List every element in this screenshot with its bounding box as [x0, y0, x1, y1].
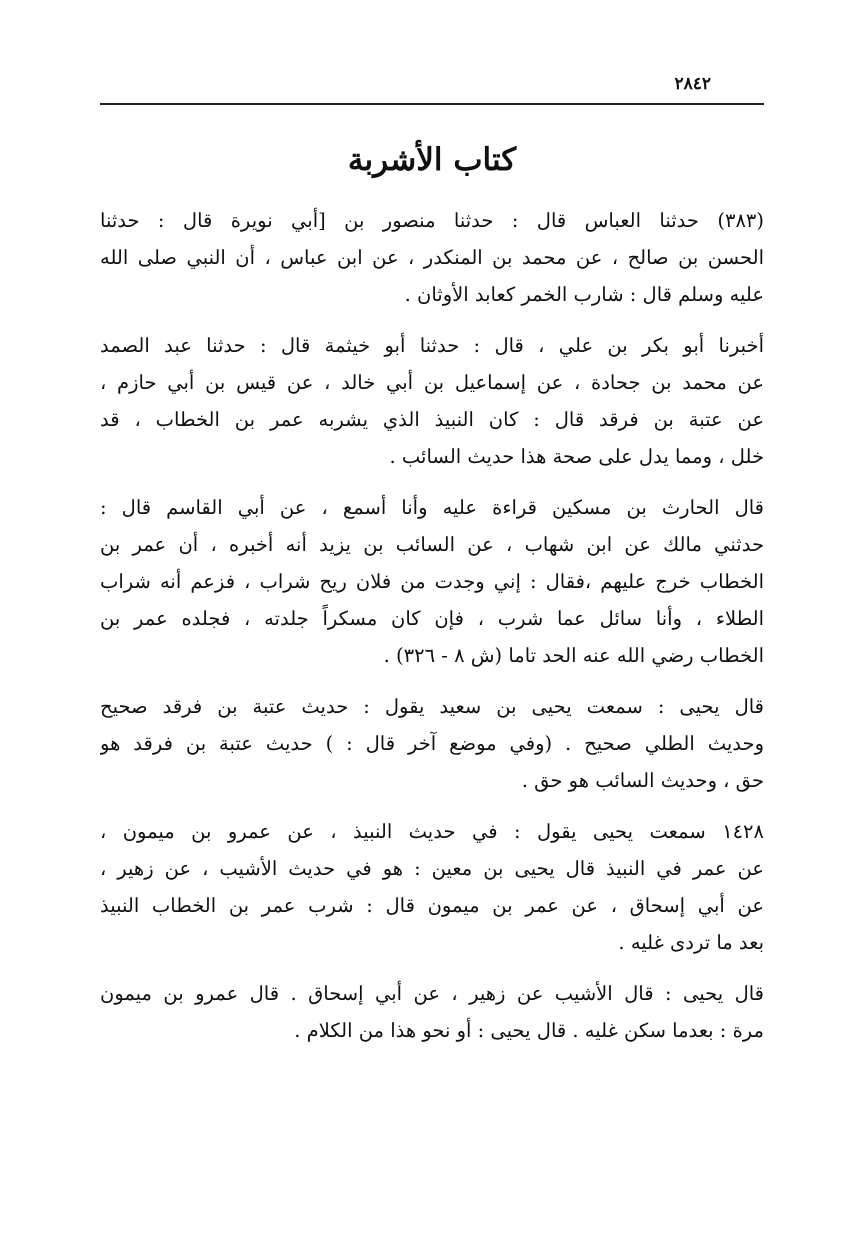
text-line: قال يحيى : سمعت يحيى بن سعيد يقول : حديث عتبة بن فرقد صحيح	[100, 695, 764, 718]
chapter-title: كتاب الأشربة	[347, 142, 517, 178]
text-line: الخطاب خرج عليهم ،فقال : إني وجدت من فلان ريح شراب ، فزعم أنه شراب	[100, 570, 764, 593]
page-body	[100, 132, 764, 1063]
text-line: قال الحارث بن مسكين قراءة عليه وأنا أسمع ، عن أبي القاسم قال :	[100, 496, 764, 519]
paragraph-2	[100, 327, 764, 475]
text-line: الطلاء ، وأنا سائل عما شرب ، فإن كان مسكراً جلدته ، فجلده عمر بن	[100, 607, 764, 630]
text-line: الخطاب رضي الله عنه الحد تاما (ش ٨ - ٣٢٦) .	[383, 644, 764, 667]
text-line: عن عمر في النبيذ قال يحيى بن معين : هو في حديث الأشيب ، عن زهير ،	[100, 857, 764, 880]
text-line: أخبرنا أبو بكر بن علي ، قال : حدثنا أبو خيثمة قال : حدثنا عبد الصمد	[100, 334, 764, 357]
text-line: ١٤٢٨ سمعت يحيى يقول : في حديث النبيذ ، عن عمرو بن ميمون ،	[100, 820, 764, 843]
text-line: قال يحيى : قال الأشيب عن زهير ، عن أبي إسحاق . قال عمرو بن ميمون	[100, 982, 764, 1005]
text-line: عن أبي إسحاق ، عن عمر بن ميمون قال : شرب عمر بن الخطاب النبيذ	[100, 894, 764, 917]
text-line: وحديث الطلي صحيح . (وفي موضع آخر قال : ) حديث عتبة بن فرقد هو	[100, 732, 764, 755]
text-line: عليه وسلم قال : شارب الخمر كعابد الأوثان .	[404, 283, 764, 306]
paragraph-1	[100, 202, 764, 313]
text-line: عن عتبة بن فرقد قال : كان النبيذ الذي يشربه عمر بن الخطاب ، قد	[100, 408, 764, 431]
paragraph-4	[100, 688, 764, 799]
text-line: عن محمد بن جحادة ، عن إسماعيل بن أبي خالد ، عن قيس بن أبي حازم ،	[100, 371, 764, 394]
text-line: بعد ما تردى غليه .	[618, 931, 764, 954]
text-line: خلل ، ومما يدل على صحة هذا حديث السائب .	[389, 445, 764, 468]
page-number: ٢٨٤٢	[674, 74, 711, 94]
header-rule	[100, 103, 764, 105]
paragraph-5	[100, 813, 764, 961]
paragraph-6	[100, 975, 764, 1049]
text-line: حق ، وحديث السائب هو حق .	[521, 769, 764, 792]
text-line: (٣٨٣) حدثنا العباس قال : حدثنا منصور بن [أبي نويرة قال : حدثنا	[100, 209, 764, 232]
text-line: مرة : بعدما سكن غليه . قال يحيى : أو نحو هذا من الكلام .	[294, 1019, 764, 1042]
text-line: حدثني مالك عن ابن شهاب ، عن السائب بن يزيد أنه أخبره ، أن عمر بن	[100, 533, 764, 556]
text-line: الحسن بن صالح ، عن محمد بن المنكدر ، عن ابن عباس ، أن النبي صلى الله	[100, 246, 764, 269]
paragraph-3	[100, 489, 764, 674]
